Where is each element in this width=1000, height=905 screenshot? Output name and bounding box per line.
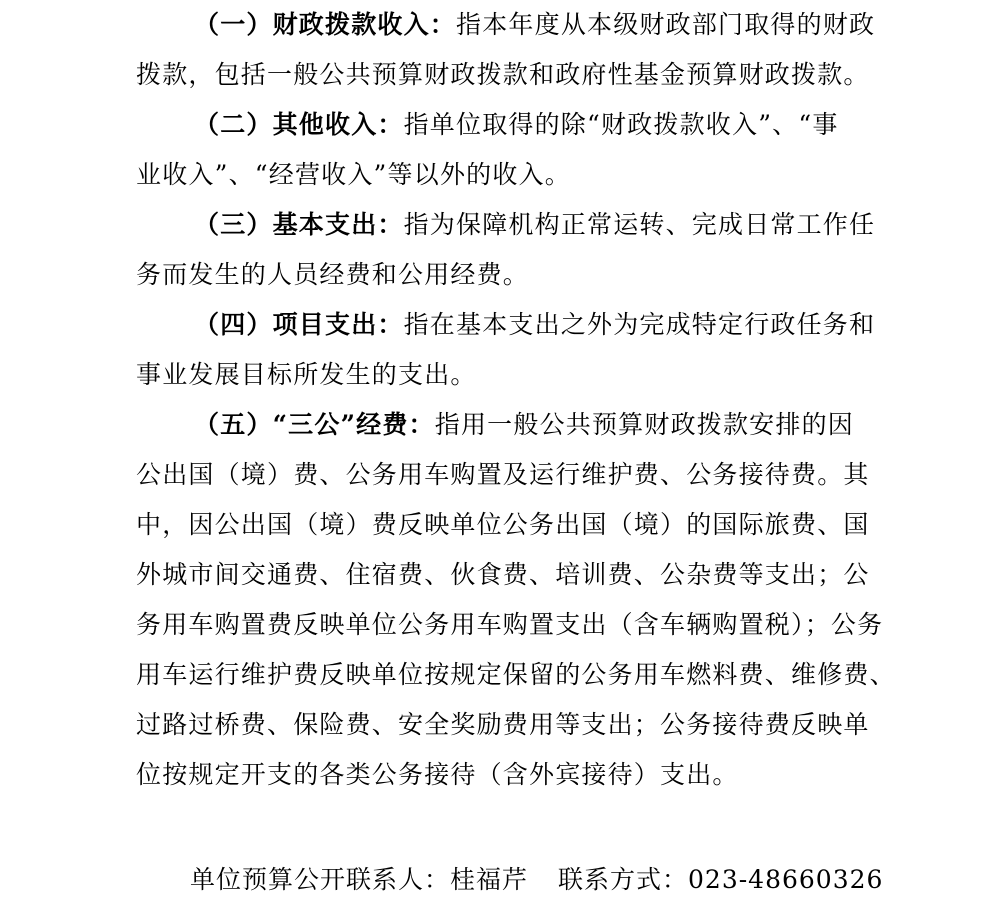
section-1-line-1 <box>194 0 875 50</box>
contact-person: 单位预算公开联系人：桂福芹 <box>190 865 529 894</box>
section-4-line-2: 事业发展目标所发生的支出。 <box>136 360 477 389</box>
contact-phone: 联系方式：023-48660326 <box>558 865 884 894</box>
section-5-line-5: 务用车购置费反映单位公务用车购置支出（含车辆购置税）；公务 <box>136 610 884 639</box>
section-heading: （二）其他收入： <box>194 110 404 139</box>
section-5-line-2: 公出国（境）费、公务用车购置及运行维护费、公务接待费。其 <box>136 460 870 489</box>
section-3-line-2: 务而发生的人员经费和公用经费。 <box>136 260 530 289</box>
section-5-line-4: 外城市间交通费、住宿费、伙食费、培训费、公杂费等支出；公 <box>136 560 870 589</box>
section-heading: （四）项目支出： <box>194 310 404 339</box>
section-5-line-8: 位按规定开支的各类公务接待（含外宾接待）支出。 <box>136 760 739 789</box>
section-4-line-1 <box>194 300 875 350</box>
section-heading: （一）财政拨款收入： <box>194 10 457 39</box>
section-text: 指用一般公共预算财政拨款安排的因 <box>434 410 854 439</box>
section-5-line-6: 用车运行维护费反映单位按规定保留的公务用车燃料费、维修费、 <box>136 660 896 689</box>
section-text: 指为保障机构正常运转、完成日常工作任 <box>403 210 876 239</box>
section-5-line-1 <box>194 400 854 450</box>
section-2-line-2: 业收入”、“经营收入”等以外的收入。 <box>136 160 571 189</box>
contact-info <box>190 855 883 905</box>
section-text: 指在基本支出之外为完成特定行政任务和 <box>403 310 876 339</box>
section-heading: （五）“三公”经费： <box>194 410 435 439</box>
section-text: 指单位取得的除“财政拨款收入”、“事 <box>403 110 839 139</box>
section-heading: （三）基本支出： <box>194 210 404 239</box>
section-2-line-1 <box>194 100 839 150</box>
section-3-line-1 <box>194 200 875 250</box>
section-5-line-7: 过路过桥费、保险费、安全奖励费用等支出；公务接待费反映单 <box>136 710 870 739</box>
section-text: 指本年度从本级财政部门取得的财政 <box>456 10 876 39</box>
section-1-line-2: 拨款，包括一般公共预算财政拨款和政府性基金预算财政拨款。 <box>136 60 870 89</box>
section-5-line-3: 中，因公出国（境）费反映单位公务出国（境）的国际旅费、国 <box>136 510 870 539</box>
